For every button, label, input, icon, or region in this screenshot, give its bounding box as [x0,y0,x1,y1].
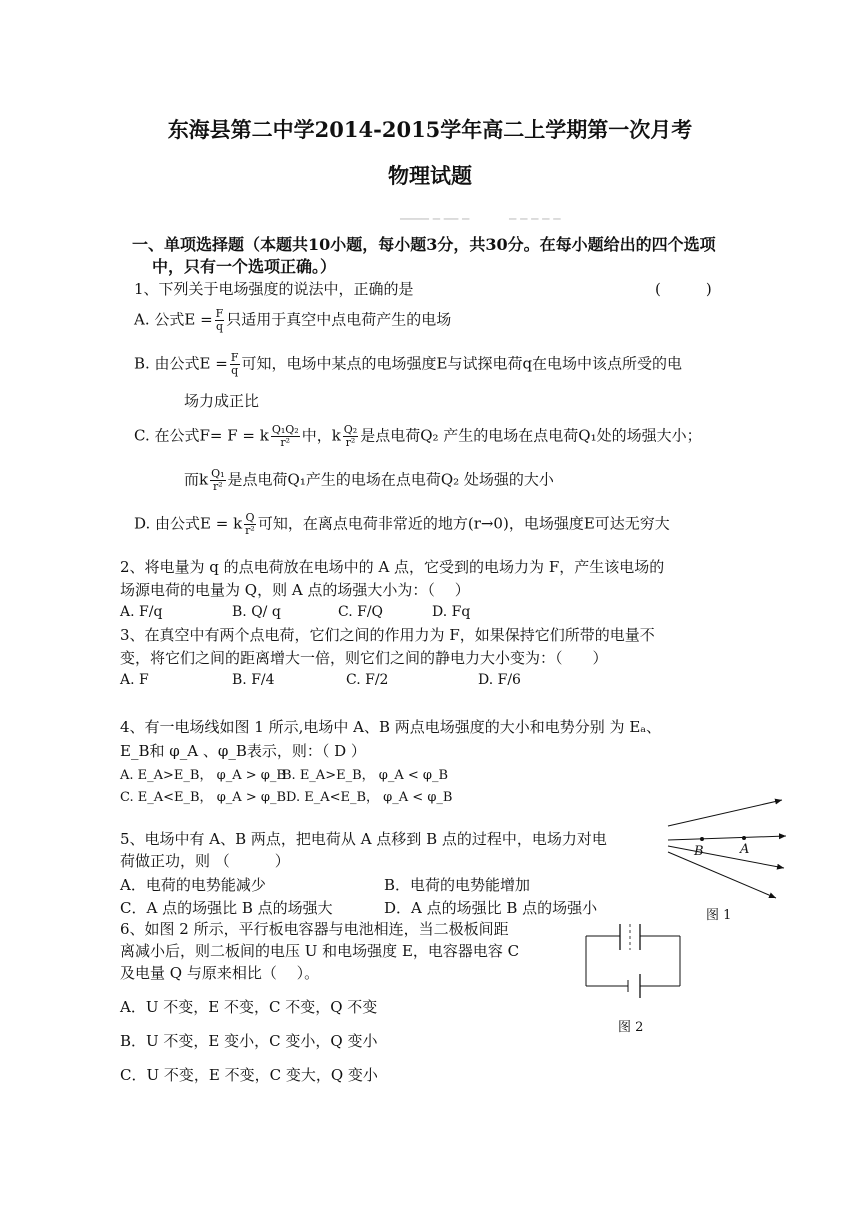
figure1-label-a: A [740,842,750,857]
q6-option-c: C．U 不变，E 不变，C 变大，Q 变小 [120,1066,378,1084]
q5-option-a: A．电荷的电势能减少 [120,876,266,894]
q2-line1: 2、将电量为 q 的点电荷放在电场中的 A 点，它受到的电场力为 F，产生该电场的 [120,558,665,576]
q5-line1: 5、电场中有 A、B 两点，把电荷从 A 点移到 B 点的过程中，电场力对电 [120,830,607,848]
q4-line1: 4、有一电场线如图 1 所示,电场中 A、B 两点电场强度的大小和电势分别 为 Eₐ、 [120,718,662,736]
q3-option-b: B. F/4 [232,672,275,688]
q6-line1: 6、如图 2 所示，平行板电容器与电池相连，当二极板间距 [120,920,509,938]
q3-option-a: A. F [120,672,149,688]
q1-option-b: B. 由公式E = $\frac{F}{q}$ 可知，电场中某点的电场强度E与试探电荷q在电场中该点所受的电 [134,351,683,377]
q4-option-d: D. E_A<E_B， φ_A < φ_B [286,790,453,805]
q1-stem: 1、下列关于电场强度的说法中，正确的是 [134,280,414,298]
formula-F-over-q: $\frac{F}{q}$ [215,307,224,333]
q3-line1: 3、在真空中有两个点电荷，它们之间的作用力为 F，如果保持它们所带的电量不 [120,626,655,644]
q4-option-b: B. E_A>E_B， φ_A < φ_B [282,768,449,783]
formula-Q1-over-r2: $\frac{\text{Q₁}}{\text{r²}}$ [211,467,225,493]
q2-option-b: B. Q/ q [232,604,281,620]
bleed-through-text: ──── ─ ── ─ ─ ─ ─ ─ ─ [400,212,561,226]
figure1-label-b: B [694,844,704,859]
q6-line3: 及电量 Q 与原来相比（ ）。 [120,964,320,982]
q5-option-d: D．A 点的场强比 B 点的场强小 [384,899,598,917]
q2-line2: 场源电荷的电量为 Q，则 A 点的场强大小为：（ ） [120,581,470,599]
section-heading-cont: 中，只有一个选项正确。） [152,257,337,276]
q3-option-c: C. F/2 [346,672,389,688]
q1-answer-paren: ( ) [655,280,712,298]
formula-Q-over-r2: $\frac{Q}{\text{r²}}$ [245,511,255,537]
q4-option-a: A. E_A>E_B， φ_A > φ_B [120,768,286,783]
q3-line2: 变，将它们之间的距离增大一倍，则它们之间的静电力大小变为：（ ） [120,649,608,667]
exam-subtitle: 物理试题 [388,163,472,188]
q3-option-d: D. F/6 [478,672,521,688]
figure1-caption: 图 1 [706,908,732,923]
q2-option-d: D. Fq [432,604,471,620]
q1-option-c: C. 在公式F= F = k $\frac{\text{Q₁Q₂}}{\text{r²}}$ 中，k $\frac{\text{Q₂}}{\text{r²}}$ 是点电荷Q₂ 产生的电场在点电荷Q₁处的场强大小； [134,423,702,449]
q1-option-b-cont: 场力成正比 [184,392,260,410]
q2-option-c: C. F/Q [338,604,384,620]
q6-line2: 离减小后，则二板间的电压 U 和电场强度 E，电容器电容 C [120,942,520,960]
q6-option-b: B．U 不变，E 变小，C 变小，Q 变小 [120,1032,378,1050]
q1-a-pre: A. 公式E = [134,310,213,329]
q1-option-c-cont: 而k $\frac{\text{Q₁}}{\text{r²}}$ 是点电荷Q₁产生的电场在点电荷Q₂ 处场强的大小 [184,467,554,493]
q5-option-b: B．电荷的电势能增加 [384,876,531,894]
q5-line2: 荷做正功，则 （ ） [120,852,290,870]
q4-line2: E_B和 φ_A 、φ_B表示，则：（ D ） [120,742,366,760]
formula-Q1Q2-over-r2: $\frac{\text{Q₁Q₂}}{\text{r²}}$ [271,423,299,449]
formula-Q2-over-r2: $\frac{\text{Q₂}}{\text{r²}}$ [343,423,358,449]
formula-F-over-q-b: $\frac{F}{q}$ [230,351,239,377]
exam-title: 东海县第二中学2014-2015学年高二上学期第一次月考 [167,117,693,142]
figure2-caption: 图 2 [618,1020,644,1035]
q1-a-post: 只适用于真空中点电荷产生的电场 [226,310,452,329]
figure1-field-lines [664,796,794,906]
section-heading: 一、单项选择题（本题共10小题，每小题3分，共30分。在每小题给出的四个选项 [132,235,716,254]
q4-option-c: C. E_A<E_B， φ_A > φ_B [120,790,286,805]
q6-option-a: A．U 不变，E 不变，C 不变，Q 不变 [120,998,378,1016]
q1-option-d: D. 由公式E = k $\frac{Q}{\text{r²}}$ 可知，在离点电荷非常近的地方(r→0)，电场强度E可达无穷大 [134,511,670,537]
figure2-capacitor-circuit [578,920,688,1000]
q2-option-a: A. F/q [120,604,163,620]
q5-option-c: C．A 点的场强比 B 点的场强大 [120,899,333,917]
q1-option-a [134,308,451,333]
